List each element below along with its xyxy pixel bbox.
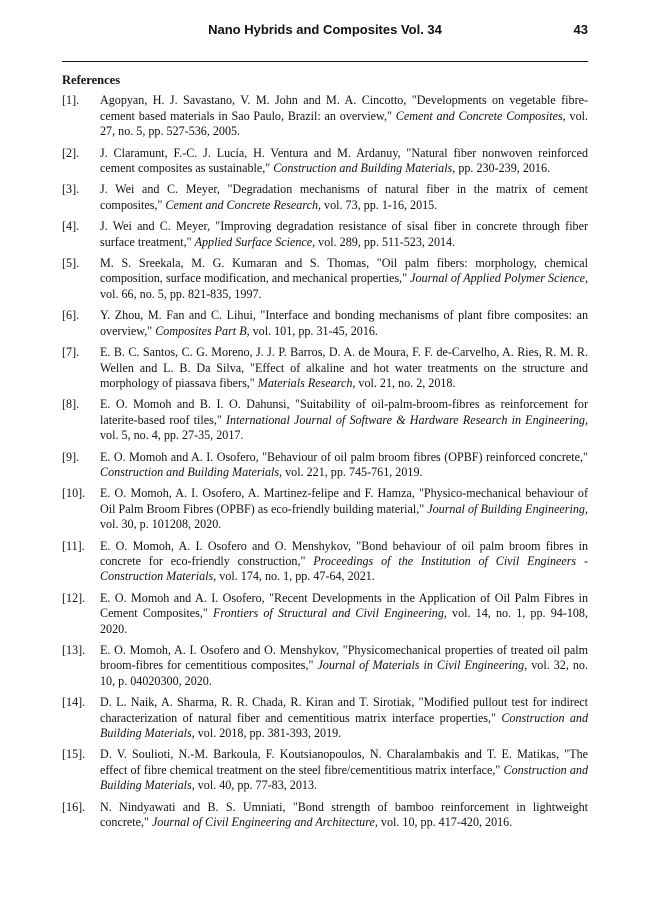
reference-source: Journal of Building Engineering, (427, 501, 588, 516)
reference-text (100, 695, 588, 741)
reference-number: [7]. (62, 345, 80, 360)
reference-item (62, 800, 588, 831)
reference-number: [4]. (62, 219, 80, 234)
reference-item (62, 146, 588, 177)
reference-details: pp. 230-239, 2016. (455, 161, 551, 176)
reference-number: [12]. (62, 590, 86, 605)
reference-source: Journal of Materials in Civil Engineering, (317, 658, 528, 673)
reference-authors-title: E. O. Momoh and B. I. O. Dahunsi, "Suitability of oil-palm-broom-fibres as reinforcement for laterite-based roof tiles," (100, 397, 588, 427)
reference-details: vol. 289, pp. 511-523, 2014. (315, 234, 456, 249)
reference-number: [8]. (62, 397, 80, 412)
reference-source: Cement and Concrete Composites, (395, 108, 566, 123)
reference-source: Journal of Applied Polymer Science, (410, 271, 588, 286)
reference-number: [15]. (62, 747, 86, 762)
reference-text (100, 146, 588, 177)
reference-authors-title: M. S. Sreekala, M. G. Kumaran and S. Thomas, "Oil palm fibers: morphology, chemical composition, surface modification, and mechanical properties," (100, 256, 588, 286)
reference-details: vol. 66, no. 5, pp. 821-835, 1997. (100, 286, 262, 301)
running-header (62, 22, 588, 40)
references-heading: References (62, 73, 121, 87)
reference-number: [10]. (62, 486, 86, 501)
reference-number: [3]. (62, 182, 80, 197)
reference-text (100, 643, 588, 689)
reference-number: [6]. (62, 308, 80, 323)
reference-item (62, 219, 588, 250)
reference-source: Composites Part B, (155, 323, 250, 338)
reference-authors-title: E. B. C. Santos, C. G. Moreno, J. J. P. Barros, D. A. de Moura, F. F. de-Carvelho, A. Ries, R. M. R. Wellen and L. B. Da Silva, "Effect of alkaline and hot water treatments on the structure and morphology of piassava fibers," (100, 345, 588, 390)
reference-text (100, 256, 588, 302)
reference-list (62, 93, 588, 830)
reference-source: Construction and Building Materials, (100, 464, 283, 479)
reference-details: vol. 21, no. 2, 2018. (355, 375, 456, 390)
reference-authors-title: E. O. Momoh, A. I. Osofero and O. Menshykov, "Bond behaviour of oil palm broom fibres in concrete for eco-friendly construction," (100, 538, 588, 568)
reference-text (100, 345, 588, 391)
reference-details: vol. 5, no. 4, pp. 27-35, 2017. (100, 428, 244, 443)
reference-source: Construction and Building Materials, (273, 161, 456, 176)
reference-authors-title: E. O. Momoh, A. I. Osofero and O. Menshykov, "Physicomechanical properties of treated oil palm broom-fibres for cementitious composites," (100, 643, 588, 673)
reference-number: [11]. (62, 538, 85, 553)
reference-item (62, 345, 588, 391)
reference-details: vol. 30, p. 101208, 2020. (100, 517, 222, 532)
reference-source: International Journal of Software & Hardware Research in Engineering, (226, 412, 588, 427)
reference-number: [16]. (62, 799, 86, 814)
reference-item (62, 397, 588, 443)
references-section (62, 73, 588, 836)
reference-details: vol. 174, no. 1, pp. 47-64, 2021. (216, 569, 375, 584)
reference-details: vol. 40, pp. 77-83, 2013. (194, 778, 318, 793)
reference-authors-title: N. Nindyawati and B. S. Umniati, "Bond strength of bamboo reinforcement in lightweight concrete," (100, 799, 588, 830)
reference-details: vol. 27, no. 5, pp. 527-536, 2005. (100, 108, 589, 139)
reference-item (62, 591, 588, 637)
reference-source: Proceedings of the Institution of Civil Engineers - Construction Materials, (100, 553, 589, 584)
reference-number: [1]. (62, 93, 80, 108)
journal-title: Nano Hybrids and Composites Vol. 34 (208, 22, 442, 37)
reference-item (62, 450, 588, 481)
reference-source: Applied Surface Science, (194, 234, 316, 249)
header-rule (62, 61, 588, 62)
reference-authors-title: Agopyan, H. J. Savastano, V. M. John and M. A. Cincotto, "Developments on vegetable fibre-cement based materials in Sao Paulo, Brazil: an overview," (100, 93, 588, 123)
reference-text (100, 219, 588, 250)
reference-text (100, 182, 588, 213)
reference-text (100, 308, 588, 339)
reference-authors-title: E. O. Momoh, A. I. Osofero, A. Martinez-felipe and F. Hamza, "Physico-mechanical behaviour of Oil Palm Broom Fibres (OPBF) as eco-friendly building material," (100, 486, 588, 516)
reference-item (62, 308, 588, 339)
reference-details: vol. 10, pp. 417-420, 2016. (377, 815, 513, 830)
reference-text (100, 800, 588, 831)
reference-item (62, 182, 588, 213)
reference-item (62, 486, 588, 532)
reference-text (100, 93, 588, 139)
reference-authors-title: Y. Zhou, M. Fan and C. Lihui, "Interface and bonding mechanisms of plant fibre composites: an overview," (100, 308, 588, 338)
reference-source: Construction and Building Materials, (100, 710, 589, 741)
reference-item (62, 93, 588, 139)
reference-item (62, 643, 588, 689)
reference-authors-title: D. L. Naik, A. Sharma, R. R. Chada, R. Kiran and T. Sirotiak, "Modified pullout test for indirect characterization of natural fiber and cementitious matrix interface properties," (100, 695, 588, 725)
reference-number: [13]. (62, 643, 86, 657)
reference-number: [5]. (62, 256, 80, 271)
reference-number: [14]. (62, 695, 86, 710)
reference-item (62, 539, 588, 585)
reference-details: vol. 101, pp. 31-45, 2016. (249, 323, 378, 338)
reference-authors-title: J. Wei and C. Meyer, "Improving degradation resistance of sisal fiber in concrete through fiber surface treatment," (100, 219, 588, 249)
reference-authors-title: E. O. Momoh and A. I. Osofero, "Behaviour of oil palm broom fibres (OPBF) reinforced concrete," (100, 449, 588, 464)
reference-text (100, 539, 588, 585)
reference-number: [9]. (62, 449, 80, 464)
reference-text (100, 591, 588, 637)
reference-source: Frontiers of Structural and Civil Engineering, (213, 606, 447, 621)
reference-item (62, 256, 588, 302)
reference-item (62, 695, 588, 741)
page-number: 43 (573, 22, 588, 37)
reference-source: Cement and Concrete Research, (165, 197, 322, 212)
reference-details: vol. 32, no. 10, p. 04020300, 2020. (100, 658, 588, 688)
reference-authors-title: D. V. Soulioti, N.-M. Barkoula, F. Koutsianopoulos, N. Charalambakis and T. E. Matikas, "The effect of fibre chemical treatment on the steel fibre/cementitious matrix interface," (100, 747, 588, 777)
reference-source: Construction and Building Materials, (100, 762, 588, 793)
reference-details: vol. 2018, pp. 381-393, 2019. (194, 726, 342, 741)
reference-details: vol. 221, pp. 745-761, 2019. (282, 464, 423, 479)
reference-authors-title: J. Claramunt, F.-C. J. Lucía, H. Ventura and M. Ardanuy, "Natural fiber nonwoven reinforced cement composites as sustainable," (100, 145, 588, 176)
reference-item (62, 747, 588, 793)
reference-details: vol. 73, pp. 1-16, 2015. (321, 197, 438, 212)
reference-details: vol. 14, no. 1, pp. 94-108, 2020. (100, 606, 588, 636)
reference-source: Materials Research, (257, 375, 356, 390)
reference-authors-title: E. O. Momoh and A. I. Osofero, "Recent Developments in the Application of Oil Palm Fibres in Cement Composites," (100, 590, 588, 621)
reference-source: Journal of Civil Engineering and Architecture, (151, 815, 378, 830)
reference-number: [2]. (62, 145, 80, 160)
reference-text (100, 397, 588, 443)
reference-authors-title: J. Wei and C. Meyer, "Degradation mechanisms of natural fiber in the matrix of cement composites," (100, 182, 588, 212)
reference-text (100, 747, 588, 793)
reference-text (100, 486, 588, 532)
reference-text (100, 450, 588, 481)
